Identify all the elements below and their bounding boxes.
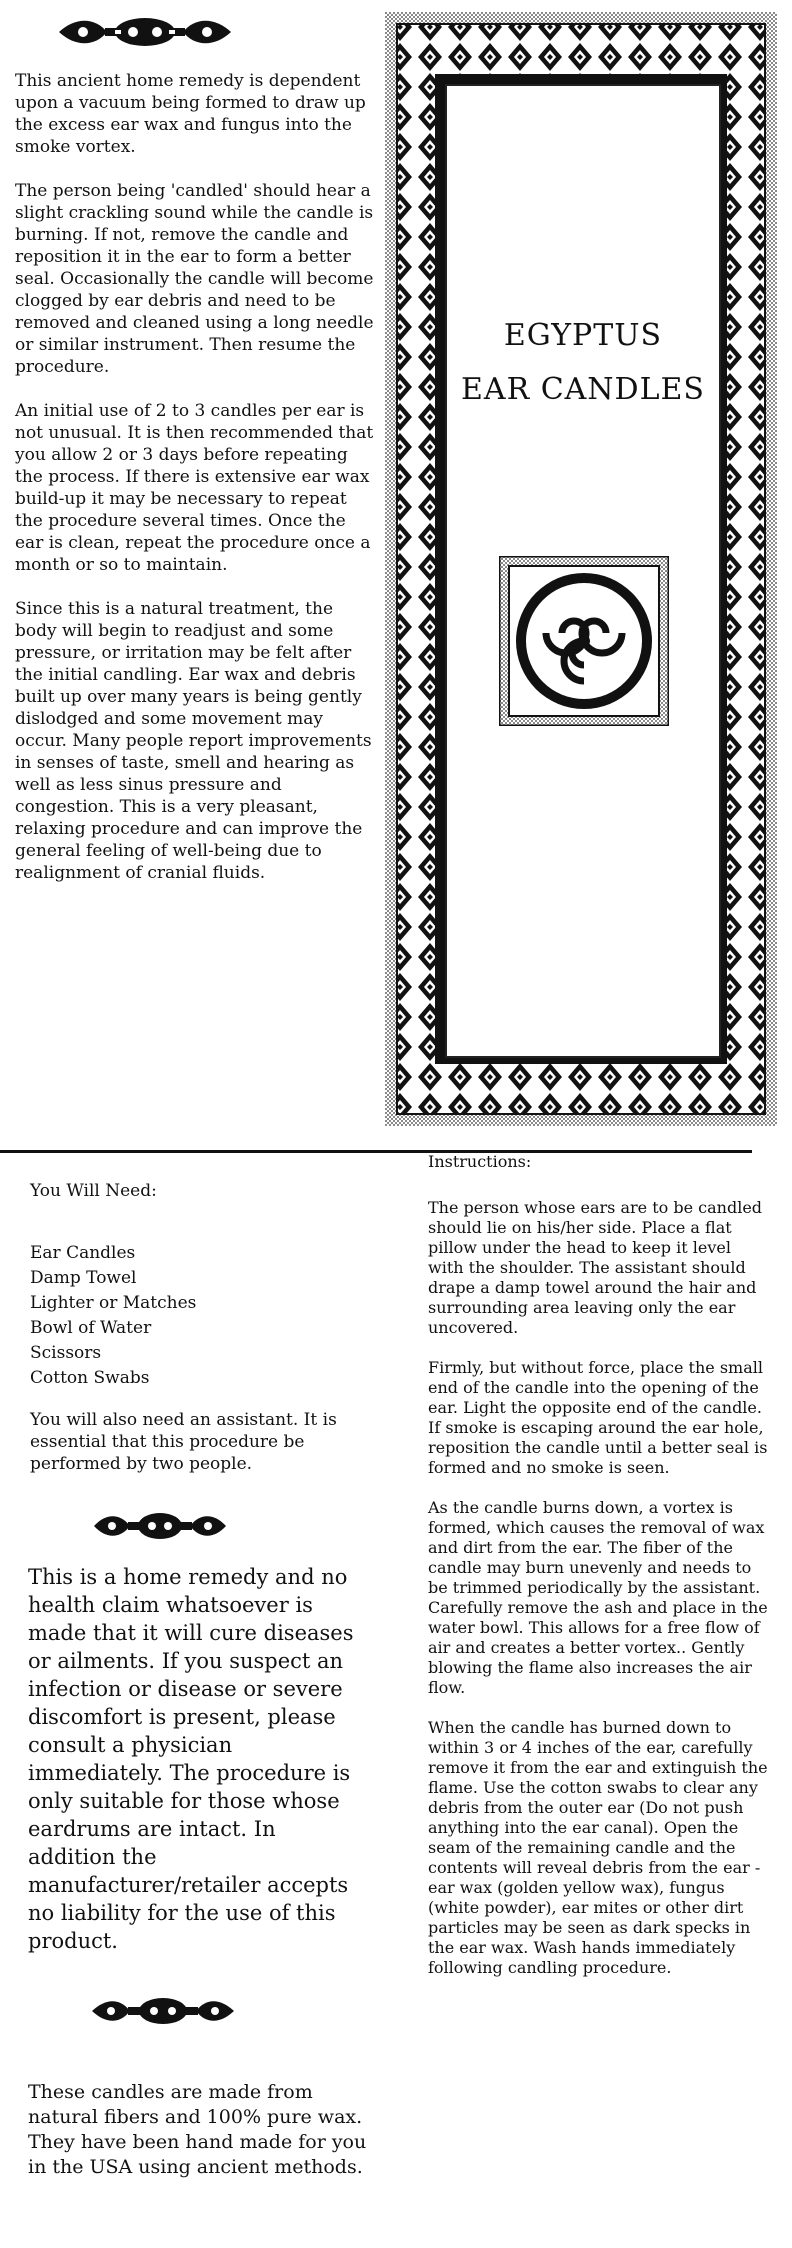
supplies-section — [30, 1180, 370, 1475]
instructions-heading: Instructions: — [428, 1152, 532, 1171]
knot-ornament-icon — [90, 1510, 230, 1542]
intro-paragraph: This ancient home remedy is dependent upon a vacuum being formed to draw up the excess ear wax and fungus into the smoke vortex. — [15, 71, 366, 157]
intro-paragraph: An initial use of 2 to 3 candles per ear is not unusual. It is then recommended that you allow 2 or 3 days before repeating the process. If there is extensive ear wax build-up it may be necessary to repeat the procedure several times. Once the ear is clean, repeat the procedure once a month or so to maintain. — [15, 401, 374, 575]
instructions-section — [428, 1152, 768, 1998]
cover-title: EGYPTUS — [503, 318, 663, 353]
instruction-paragraph: The person whose ears are to be candled should lie on his/her side. Place a flat pillow under the head to keep it level with the shoulder. The assistant should drape a damp towel around the hair and surrounding area leaving only the ear uncovered. — [428, 1198, 763, 1337]
intro-column — [15, 70, 375, 906]
list-item: Lighter or Matches — [30, 1293, 197, 1313]
list-item: Scissors — [30, 1343, 102, 1363]
list-item: Damp Towel — [30, 1268, 137, 1288]
brochure-cover-panel — [385, 12, 777, 1126]
cover-inner-frame — [445, 84, 721, 1058]
made-note-text: These candles are made from natural fibers and 100% pure wax. They have been hand made for you in the USA using ancient methods. — [28, 2081, 367, 2178]
list-item: Ear Candles — [30, 1243, 136, 1263]
instruction-paragraph: Firmly, but without force, place the small end of the candle into the opening of the ear. Light the opposite end of the candle. If smoke is escaping around the ear hole, reposition the candle until a better seal is formed and no smoke is seen. — [428, 1358, 768, 1477]
disclaimer-text: This is a home remedy and no health claim whatsoever is made that it will cure diseases or ailments. If you suspect an infection or disease or severe discomfort is present, please consult a physician immediately. The procedure is only suitable for those whose eardrums are intact. In addition the manufacturer/retailer accepts no liability for the use of this product. — [28, 1565, 354, 1953]
knot-ornament-icon — [88, 1995, 238, 2027]
intro-paragraph: Since this is a natural treatment, the body will begin to readjust and some pressure, or irritation may be felt after the initial candling. Ear wax and debris built up over many years is being gently dislodged and some movement may occur. Many people report improvements in senses of taste, smell and hearing as well as less sinus pressure and congestion. This is a very pleasant, relaxing procedure and can improve the general feeling of well-being due to realignment of cranial fluids. — [15, 599, 372, 883]
spiral-knot-icon — [499, 556, 669, 726]
list-item: Cotton Swabs — [30, 1368, 150, 1388]
intro-paragraph: The person being 'candled' should hear a slight crackling sound while the candle is burning. If not, remove the candle and reposition it in the ear to form a better seal. Occasionally the candle will become clogged by ear debris and need to be removed and cleaned using a long needle or similar instrument. Then resume the procedure. — [15, 181, 374, 377]
instruction-paragraph: As the candle burns down, a vortex is formed, which causes the removal of wax and dirt from the ear. The fiber of the candle may burn unevenly and needs to be trimmed periodically by the assistant. Carefully remove the ash and place in the water bowl. This allows for a free flow of air and creates a better vortex.. Gently blowing the flame also increases the air flow. — [428, 1498, 768, 1697]
list-item: Bowl of Water — [30, 1318, 152, 1338]
instruction-paragraph: When the candle has burned down to within 3 or 4 inches of the ear, carefully remove it from the ear and extinguish the flame. Use the cotton swabs to clear any debris from the outer ear (Do not push anything into the ear canal). Open the seam of the remaining candle and the contents will reveal debris from the ear - ear wax (golden yellow wax), fungus (white powder), ear mites or other dirt particles may be seen as dark specks in the ear wax. Wash hands immediately following candling procedure. — [428, 1718, 768, 1977]
disclaimer — [28, 1563, 368, 1955]
cover-subtitle: EAR CANDLES — [461, 372, 705, 407]
made-in-usa-note — [28, 2080, 378, 2180]
assistant-note: You will also need an assistant. It is essential that this procedure be performed by two people. — [30, 1410, 337, 1474]
knot-ornament-icon — [55, 15, 235, 49]
supplies-heading: You Will Need: — [30, 1181, 157, 1201]
supplies-list — [30, 1242, 370, 1389]
